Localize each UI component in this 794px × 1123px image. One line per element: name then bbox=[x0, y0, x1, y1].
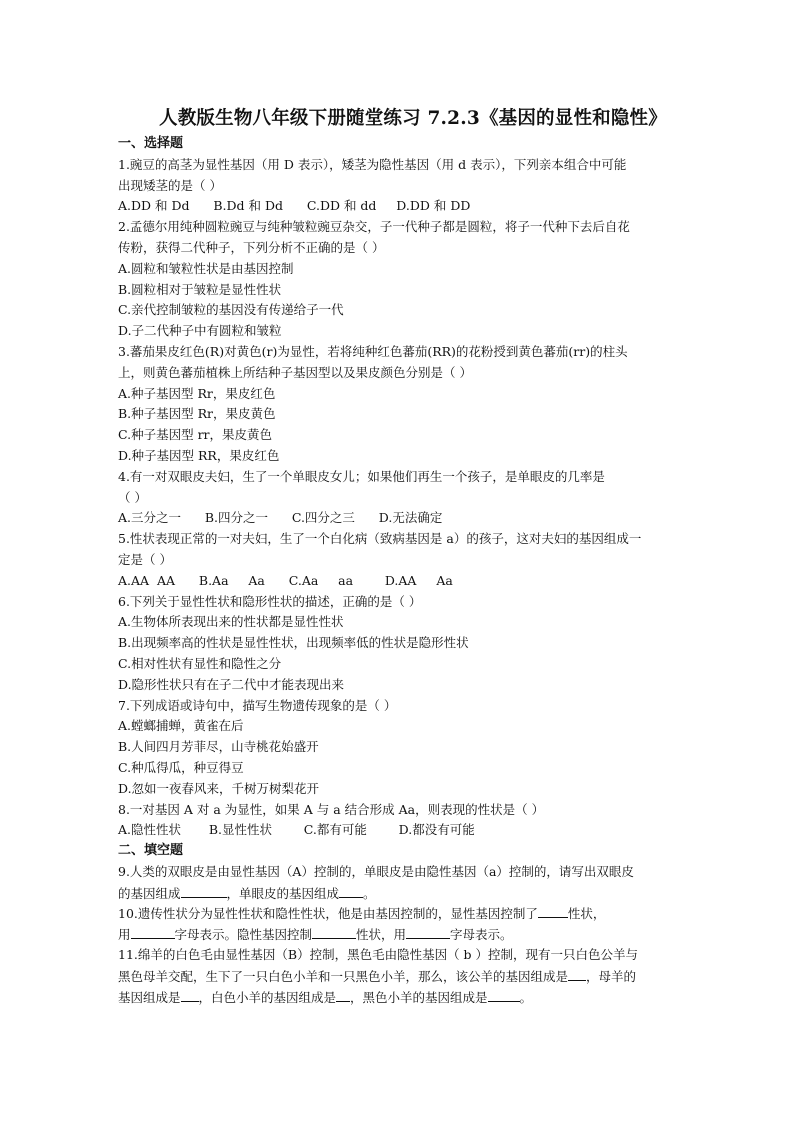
q11-text-e: ，黑色小羊的基因组成是 bbox=[350, 989, 488, 1005]
q7-stem: 7.下列成语或诗句中，描写生物遗传现象的是（ ） bbox=[118, 697, 397, 713]
q11-stem-line3 bbox=[118, 987, 708, 1008]
q3-option-d: D.种子基因型 RR，果皮红色 bbox=[118, 447, 280, 463]
q1-stem-line2: 出现矮茎的是（ ） bbox=[118, 177, 222, 193]
q3-stem-line2: 上，则黄色蕃茄植株上所结种子基因型以及果皮颜色分别是（ ） bbox=[118, 364, 472, 380]
q10-text-f: 字母表示。 bbox=[450, 927, 513, 943]
q1-options: A.DD 和 Dd B.Dd 和 Dd C.DD 和 dd D.DD 和 DD bbox=[118, 198, 471, 214]
q10-text-b: 性状， bbox=[567, 906, 606, 922]
q10-answer-blank-2[interactable] bbox=[131, 924, 175, 939]
q11-text-a: 黑色母羊交配，生下了一只白色小羊和一只黑色小羊，那么，该公羊的基因组成是 bbox=[118, 968, 569, 984]
q11-stem-line2 bbox=[118, 966, 708, 987]
q10-answer-blank-3[interactable] bbox=[312, 924, 356, 939]
q7-option-d: D.忽如一夜春风来，千树万树梨花开 bbox=[118, 780, 320, 796]
q11-text-b: ，母羊的 bbox=[586, 968, 637, 984]
q10-answer-blank-1[interactable] bbox=[538, 903, 568, 918]
q3-option-b: B.种子基因型 Rr，果皮黄色 bbox=[118, 406, 276, 422]
q2-stem-line1: 2.孟德尔用纯种圆粒豌豆与纯种皱粒豌豆杂交，子一代种子都是圆粒，将子一代种下去后自花 bbox=[118, 219, 630, 235]
q3-option-a: A.种子基因型 Rr，果皮红色 bbox=[118, 385, 276, 401]
q8-options: A.隐性性状 B.显性性状 C.都有可能 D.都没有可能 bbox=[118, 822, 475, 838]
q5-stem-line1: 5.性状表现正常的一对夫妇，生了一个白化病（致病基因是 a）的孩子，这对夫妇的基因组成一 bbox=[118, 531, 642, 547]
q9-text-c: 。 bbox=[363, 885, 376, 901]
q7-option-a: A.螳螂捕蝉，黄雀在后 bbox=[118, 718, 244, 734]
q6-option-b: B.出现频率高的性状是显性性状，出现频率低的性状是隐形性状 bbox=[118, 635, 469, 651]
q7-option-c: C.种瓜得瓜，种豆得豆 bbox=[118, 759, 244, 775]
q7-option-b: B.人间四月芳菲尽，山寺桃花始盛开 bbox=[118, 739, 319, 755]
q2-stem-line2: 传粉，获得二代种子，下列分析不正确的是（ ） bbox=[118, 239, 385, 255]
q9-answer-blank-1[interactable] bbox=[181, 883, 227, 898]
q9-text-b: ，单眼皮的基因组成 bbox=[226, 885, 340, 901]
q10-text-c: 用 bbox=[118, 927, 131, 943]
q11-answer-blank-2[interactable] bbox=[181, 987, 199, 1002]
q11-answer-blank-3[interactable] bbox=[336, 987, 350, 1002]
q2-option-a: A.圆粒和皱粒性状是由基因控制 bbox=[118, 260, 294, 276]
q11-text-f: 。 bbox=[519, 989, 533, 1005]
q9-text-a: 的基因组成 bbox=[118, 885, 181, 901]
q9-stem-line1: 9.人类的双眼皮是由显性基因（A）控制的，单眼皮是由隐性基因（a）控制的，请写出双眼皮 bbox=[118, 863, 634, 879]
q10-stem-line1 bbox=[118, 903, 708, 924]
q4-stem-line2: （ ） bbox=[118, 489, 147, 505]
q6-stem: 6.下列关于显性性状和隐形性状的描述，正确的是（ ） bbox=[118, 593, 422, 609]
q4-stem-line1: 4.有一对双眼皮夫妇，生了一个单眼皮女儿；如果他们再生一个孩子，是单眼皮的几率是 bbox=[118, 468, 605, 484]
q10-text-e: 性状，用 bbox=[356, 927, 407, 943]
q5-options: A.AA AA B.Aa Aa C.Aa aa D.AA Aa bbox=[118, 572, 453, 588]
q10-text-d: 字母表示。隐性基因控制 bbox=[174, 927, 313, 943]
q9-answer-blank-2[interactable] bbox=[339, 883, 363, 898]
q3-option-c: C.种子基因型 rr，果皮黄色 bbox=[118, 427, 273, 443]
q10-answer-blank-4[interactable] bbox=[406, 924, 450, 939]
section-heading-fill: 二、填空题 bbox=[118, 843, 184, 859]
q11-text-c: 基因组成是 bbox=[118, 989, 181, 1005]
q8-stem: 8.一对基因 A 对 a 为显性，如果 A 与 a 结合形成 Aa，则表现的性状是（ ） bbox=[118, 801, 545, 817]
q6-option-c: C.相对性状有显性和隐性之分 bbox=[118, 655, 282, 671]
q2-option-d: D.子二代种子中有圆粒和皱粒 bbox=[118, 323, 282, 339]
q11-answer-blank-1[interactable] bbox=[568, 966, 586, 981]
q6-option-a: A.生物体所表现出来的性状都是显性性状 bbox=[118, 614, 344, 630]
q11-text-d: ，白色小羊的基因组成是 bbox=[198, 989, 337, 1005]
q2-option-b: B.圆粒相对于皱粒是显性性状 bbox=[118, 281, 282, 297]
q1-stem-line1: 1.豌豆的高茎为显性基因（用 D 表示），矮茎为隐性基因（用 d 表示），下列亲本组合中可能 bbox=[118, 156, 627, 172]
q6-option-d: D.隐形性状只有在子二代中才能表现出来 bbox=[118, 676, 345, 692]
q10-stem-line2 bbox=[118, 924, 708, 945]
q11-answer-blank-4[interactable] bbox=[488, 987, 520, 1002]
section-heading-choice: 一、选择题 bbox=[118, 136, 184, 151]
q10-text-a: 10.遗传性状分为显性性状和隐性性状，他是由基因控制的，显性基因控制了 bbox=[118, 906, 538, 922]
worksheet-page bbox=[118, 104, 708, 1007]
q3-stem-line1: 3.蕃茄果皮红色(R)对黄色(r)为显性，若将纯种红色蕃茄(RR)的花粉授到黄色蕃茄(rr)的柱头 bbox=[118, 343, 628, 359]
q2-option-c: C.亲代控制皱粒的基因没有传递给子一代 bbox=[118, 302, 344, 318]
q4-options: A.三分之一 B.四分之一 C.四分之三 D.无法确定 bbox=[118, 510, 443, 526]
q5-stem-line2: 定是（ ） bbox=[118, 551, 172, 567]
page-title: 人教版生物八年级下册随堂练习 7.2.3《基因的显性和隐性》 bbox=[159, 108, 667, 129]
q11-stem-line1: 11.绵羊的白色毛由显性基因（B）控制，黑色毛由隐性基因（ b ）控制，现有一只白色公羊与 bbox=[118, 947, 639, 963]
q9-stem-line2 bbox=[118, 883, 708, 904]
